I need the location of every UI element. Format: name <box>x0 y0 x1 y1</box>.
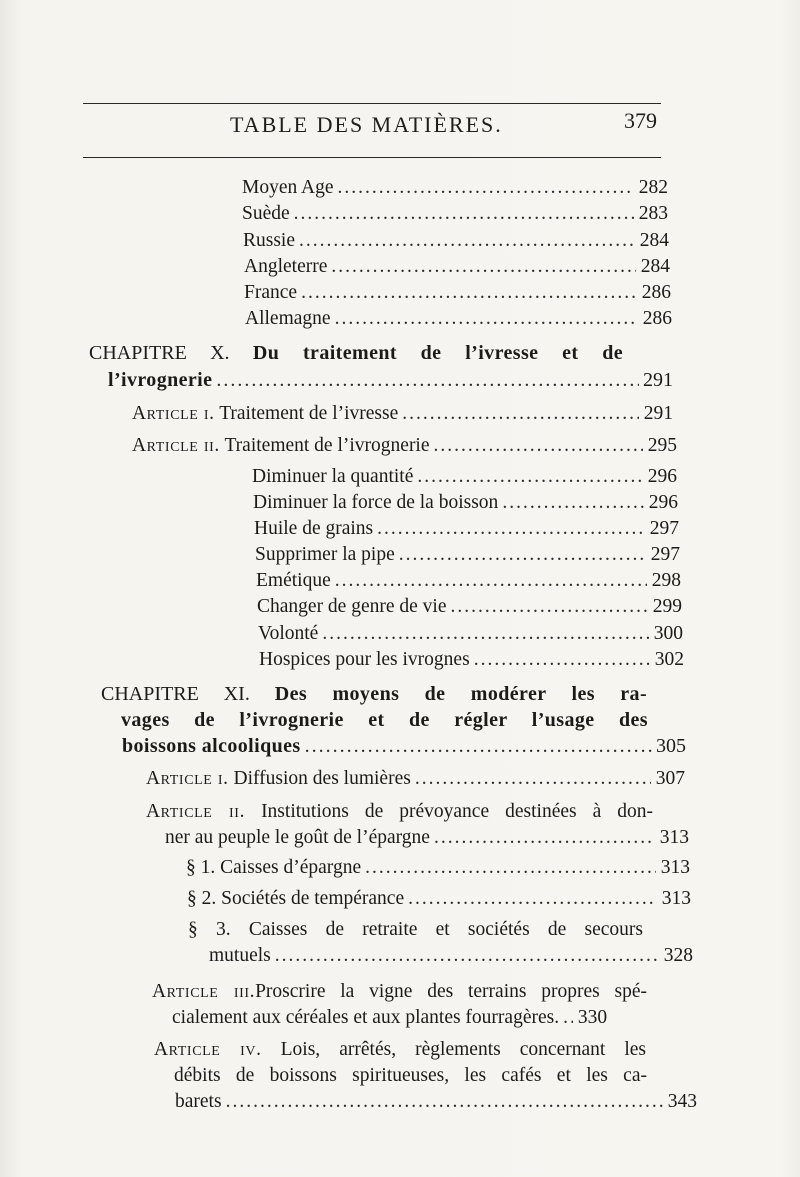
section-number: § 2. <box>187 888 217 909</box>
page-ref: 282 <box>638 177 668 198</box>
article-number: Article iii. <box>152 981 256 1002</box>
leader-dots <box>322 621 649 647</box>
section-number: § 1. <box>186 857 216 878</box>
toc-entry-ch10-article-1[interactable]: Article i. Traitement de l’ivresse ..... 291 <box>132 401 673 427</box>
chapter-10-heading <box>89 340 623 366</box>
toc-entry-volonte[interactable]: Volonté ..... 300 <box>258 621 683 647</box>
toc-entry-diminuer-quantite[interactable]: Diminuer la quantité ..... 296 <box>252 464 677 490</box>
page-ref: 295 <box>647 435 677 456</box>
leader-dots <box>417 464 643 490</box>
page-number: 379 <box>624 108 657 133</box>
chapter-number: CHAPITRE X. <box>89 342 230 364</box>
toc-entry-diminuer-force[interactable]: Diminuer la force de la boisson ..... 296 <box>253 490 678 516</box>
toc-entry-changer-genre[interactable]: Changer de genre de vie ..... 299 <box>257 594 682 620</box>
leader-dots <box>415 766 651 792</box>
leader-dots <box>301 280 637 306</box>
page-ref: 313 <box>661 888 691 909</box>
page-ref: 307 <box>655 768 685 789</box>
page-ref: 313 <box>659 827 689 848</box>
leader-dots <box>299 228 635 254</box>
toc-entry-angleterre[interactable]: Angleterre ..... 284 <box>244 254 670 280</box>
toc-entry-section-2[interactable]: § 2. Sociétés de tempérance ..... 313 <box>187 886 691 912</box>
toc-entry-allemagne[interactable]: Allemagne ..... 286 <box>245 306 672 332</box>
leader-dots <box>451 594 649 620</box>
ch11-article-4-line-2: débits de boissons spiritueuses, les cafés et les ca- <box>174 1065 647 1086</box>
chapter-title: Du traitement de l’ivresse et de <box>252 342 623 364</box>
section-3-line-1: § 3. Caisses de retraite et sociétés de secours <box>188 919 644 940</box>
header-rule-bottom <box>83 157 661 158</box>
toc-entry-moyen-age[interactable]: Moyen Age ..... 282 <box>242 175 668 201</box>
page-ref: 302 <box>654 649 684 670</box>
chapter-title: Des moyens de modérer les ra- <box>274 683 647 705</box>
ch11-article-4-line-1: Article iv. Lois, arrêtés, règlements concernant les <box>154 1039 647 1060</box>
section-number: § 3. <box>188 919 231 940</box>
toc-entry-ch11-article-4[interactable]: barets ..... 343 <box>175 1089 697 1115</box>
page-ref: 284 <box>639 230 669 251</box>
toc-entry-ch11-article-3[interactable]: cialement aux céréales et aux plantes fourragères. ..... 330 <box>172 1005 694 1031</box>
leader-dots <box>377 516 645 542</box>
leader-dots <box>331 254 636 280</box>
page-ref: 299 <box>652 596 682 617</box>
leader-dots <box>305 733 652 759</box>
page-ref: 296 <box>648 492 678 513</box>
leader-dots <box>365 855 656 881</box>
leader-dots <box>474 647 650 673</box>
toc-entry-ch11-article-2[interactable]: ner au peuple le goût de l’épargne ..... 313 <box>165 825 689 851</box>
page-ref: 297 <box>650 544 680 565</box>
article-number: Article i. <box>132 403 215 424</box>
page-ref: 297 <box>649 518 679 539</box>
toc-entry-ch10-article-2[interactable]: Article ii. Traitement de l’ivrognerie ..... 295 <box>132 433 677 459</box>
toc-entry-section-1[interactable]: § 1. Caisses d’épargne ..... 313 <box>186 855 690 881</box>
leader-dots <box>216 367 639 393</box>
leader-dots <box>502 490 644 516</box>
article-number: Article iv. <box>154 1039 262 1060</box>
toc-entry-emetique[interactable]: Emétique ..... 298 <box>256 568 681 594</box>
leader-dots <box>408 886 657 912</box>
article-number: Article ii. <box>146 801 246 822</box>
toc-entry-suede[interactable]: Suède ..... 283 <box>242 201 668 227</box>
page-ref: 296 <box>647 466 677 487</box>
page-ref: 300 <box>653 623 683 644</box>
chapter-11-heading <box>101 681 647 707</box>
leader-dots <box>335 306 638 332</box>
leader-dots <box>338 175 634 201</box>
toc-entry-ch11-article-1[interactable]: Article i. Diffusion des lumières ..... 307 <box>146 766 685 792</box>
page-ref: 330 <box>577 1007 608 1028</box>
header-rule-top <box>83 103 661 104</box>
page-ref: 328 <box>663 945 693 966</box>
page-ref: 283 <box>638 203 668 224</box>
leader-dots <box>434 433 643 459</box>
article-number: Article ii. <box>132 435 220 456</box>
page-ref: 313 <box>660 857 690 878</box>
page-ref: 291 <box>643 403 673 424</box>
leader-dots <box>275 943 659 969</box>
leader-dots <box>335 568 647 594</box>
leader-dots <box>434 825 655 851</box>
leader-dots <box>563 1005 573 1031</box>
page-ref: 298 <box>651 570 681 591</box>
page-ref: 286 <box>642 308 672 329</box>
page-ref: 343 <box>667 1091 697 1112</box>
running-title: TABLE DES MATIÈRES. <box>230 112 503 137</box>
toc-entry-section-3[interactable]: mutuels ..... 328 <box>209 943 693 969</box>
toc-entry-supprimer-pipe[interactable]: Supprimer la pipe ..... 297 <box>255 542 680 568</box>
article-number: Article i. <box>146 768 229 789</box>
chapter-11-title-line-2: vages de l’ivrognerie et de régler l’usage des <box>121 709 648 731</box>
page-ref: 305 <box>656 735 686 757</box>
ch11-article-2-line-1: Article ii. Institutions de prévoyance destinées à don- <box>146 801 654 822</box>
toc-entry-chapter-10[interactable]: l’ivrognerie ..... 291 <box>108 367 673 393</box>
leader-dots <box>294 201 634 227</box>
page-ref: 284 <box>640 256 670 277</box>
toc-entry-russie[interactable]: Russie ..... 284 <box>243 228 669 254</box>
ch11-article-3-line-1: Article iii.Proscrire la vigne des terrains propres spé- <box>152 981 647 1002</box>
toc-entry-chapter-11[interactable]: boissons alcooliques ..... 305 <box>122 733 686 759</box>
toc-entry-france[interactable]: France ..... 286 <box>244 280 671 306</box>
page-ref: 291 <box>643 369 673 391</box>
leader-dots <box>402 401 639 427</box>
leader-dots <box>399 542 646 568</box>
leader-dots <box>226 1089 663 1115</box>
toc-entry-huile-grains[interactable]: Huile de grains ..... 297 <box>254 516 679 542</box>
chapter-number: CHAPITRE XI. <box>101 683 250 705</box>
page-ref: 286 <box>641 282 671 303</box>
toc-entry-hospices[interactable]: Hospices pour les ivrognes ..... 302 <box>259 647 684 673</box>
